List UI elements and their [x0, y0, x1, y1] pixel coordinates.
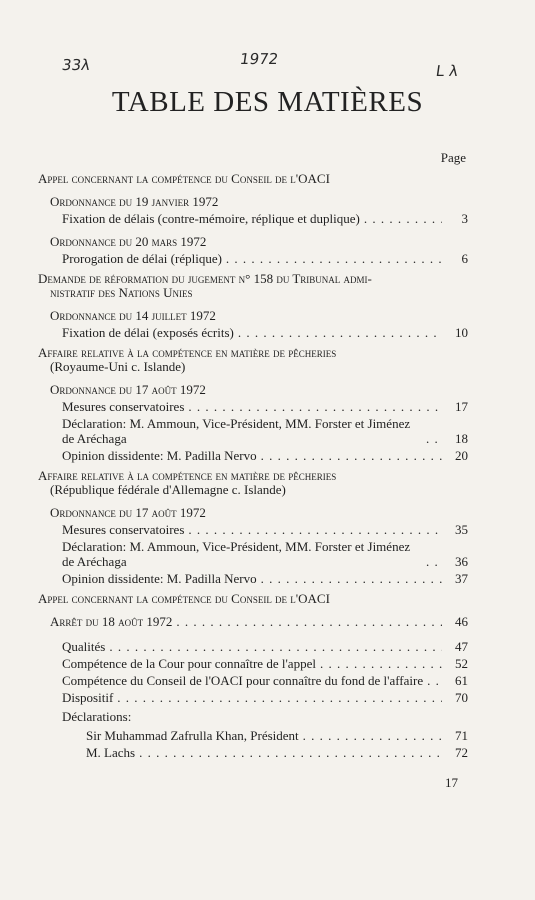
- leader-dots: [261, 448, 442, 463]
- leader-dots: [176, 614, 442, 629]
- order-heading: Ordonnance du 14 juillet 1972: [50, 308, 216, 323]
- toc-entry[interactable]: [38, 448, 468, 463]
- page-title: TABLE DES MATIÈRES: [111, 86, 424, 118]
- toc-entry[interactable]: [38, 251, 468, 266]
- toc-entry-page: 37: [455, 571, 468, 586]
- leader-dots: [261, 571, 442, 586]
- toc-entry-page: 35: [455, 522, 468, 537]
- leader-dots: [238, 325, 442, 340]
- toc-entry-text: Opinion dissidente: M. Padilla Nervo: [62, 571, 257, 586]
- toc-entry-text: Qualités: [62, 639, 106, 654]
- toc-entry-page: 47: [455, 639, 468, 654]
- toc-entry-page: 72: [455, 745, 468, 760]
- section-heading: Appel concernant la compétence du Conseil de l'OACI: [38, 171, 330, 186]
- leader-dots: [188, 522, 442, 537]
- toc-subheading: [38, 709, 468, 724]
- judgment-heading-row[interactable]: [38, 614, 468, 629]
- table-of-contents: [38, 150, 468, 762]
- toc-entry-text: Déclaration: M. Ammoun, Vice-Président, MM. Forster et Jiménez de Aréchaga: [62, 539, 411, 569]
- order-heading: Ordonnance du 19 janvier 1972: [50, 194, 219, 209]
- toc-entry-page: 71: [455, 728, 468, 743]
- toc-entry[interactable]: [38, 728, 468, 743]
- leader-dots: [303, 728, 442, 743]
- order-heading: Ordonnance du 20 mars 1972: [50, 234, 207, 249]
- toc-entry[interactable]: [38, 539, 468, 569]
- section-heading-continuation: nistratif des Nations Unies: [50, 285, 193, 300]
- leader-dots: [226, 251, 442, 266]
- order-heading: Ordonnance du 17 août 1972: [50, 505, 206, 520]
- judgment-heading: Arrêt du 18 août 1972: [50, 614, 173, 629]
- toc-entry-text: Fixation de délais (contre-mémoire, réplique et duplique): [62, 211, 360, 226]
- section-heading: [38, 272, 468, 300]
- toc-entry-text: Mesures conservatoires: [62, 399, 185, 414]
- handwritten-note-center: 1972: [238, 50, 280, 68]
- leader-dots: [364, 211, 442, 226]
- toc-entry-text: Compétence du Conseil de l'OACI pour connaître du fond de l'affaire: [62, 673, 424, 688]
- handwritten-note-right: L λ: [434, 62, 460, 80]
- leader-dots: [426, 431, 442, 446]
- section-heading: [38, 469, 468, 497]
- toc-entry[interactable]: [38, 745, 468, 760]
- toc-entry-page: 3: [461, 211, 468, 226]
- toc-entry-page: 52: [455, 656, 468, 671]
- toc-entry-text: Mesures conservatoires: [62, 522, 185, 537]
- toc-entry[interactable]: [38, 211, 468, 226]
- order-heading: Ordonnance du 17 août 1972: [50, 382, 206, 397]
- leader-dots: [109, 639, 442, 654]
- leader-dots: [426, 554, 442, 569]
- toc-entry[interactable]: [38, 690, 468, 705]
- toc-entry-page: 36: [455, 554, 468, 569]
- toc-entry-page: 17: [455, 399, 468, 414]
- toc-entry[interactable]: [38, 639, 468, 654]
- section-heading: [38, 346, 468, 374]
- toc-entry-text: Opinion dissidente: M. Padilla Nervo: [62, 448, 257, 463]
- toc-entry[interactable]: [38, 522, 468, 537]
- leader-dots: [139, 745, 442, 760]
- toc-entry-page: 61: [455, 673, 468, 688]
- toc-entry[interactable]: [38, 656, 468, 671]
- toc-entry-text: Fixation de délai (exposés écrits): [62, 325, 234, 340]
- toc-entry[interactable]: [38, 673, 468, 688]
- section-heading-line: Affaire relative à la compétence en matière de pêcheries: [38, 345, 337, 360]
- page-number: 17: [445, 775, 458, 790]
- leader-dots: [188, 399, 442, 414]
- section-heading: Appel concernant la compétence du Conseil de l'OACI: [38, 591, 330, 606]
- toc-entry-text: Sir Muhammad Zafrulla Khan, Président: [86, 728, 299, 743]
- section-heading-parties: (République fédérale d'Allemagne c. Islande): [50, 482, 286, 497]
- toc-entry-page: 46: [455, 614, 468, 629]
- toc-entry-page: 6: [461, 251, 468, 266]
- toc-entry-page: 18: [455, 431, 468, 446]
- toc-entry-text: Dispositif: [62, 690, 114, 705]
- toc-entry-page: 20: [455, 448, 468, 463]
- toc-entry-text: Prorogation de délai (réplique): [62, 251, 222, 266]
- toc-entry-page: 10: [455, 325, 468, 340]
- toc-entry[interactable]: [38, 571, 468, 586]
- leader-dots: [427, 673, 442, 688]
- toc-entry-text: Compétence de la Cour pour connaître de l'appel: [62, 656, 316, 671]
- section-heading-line: Demande de réformation du jugement n° 158 du Tribunal admi-: [38, 271, 372, 286]
- toc-entry[interactable]: [38, 416, 468, 446]
- toc-entry[interactable]: [38, 399, 468, 414]
- section-heading-parties: (Royaume-Uni c. Islande): [50, 359, 186, 374]
- page-column-header: Page: [440, 150, 466, 165]
- toc-entry-page: 70: [455, 690, 468, 705]
- leader-dots: [320, 656, 442, 671]
- toc-entry[interactable]: [38, 325, 468, 340]
- toc-entry-text: M. Lachs: [86, 745, 136, 760]
- section-heading-line: Affaire relative à la compétence en matière de pêcheries: [38, 468, 337, 483]
- toc-entry-text: Déclarations:: [62, 709, 132, 724]
- leader-dots: [117, 690, 442, 705]
- handwritten-note-left: 33λ: [60, 56, 92, 74]
- toc-entry-text: Déclaration: M. Ammoun, Vice-Président, MM. Forster et Jiménez de Aréchaga: [62, 416, 411, 446]
